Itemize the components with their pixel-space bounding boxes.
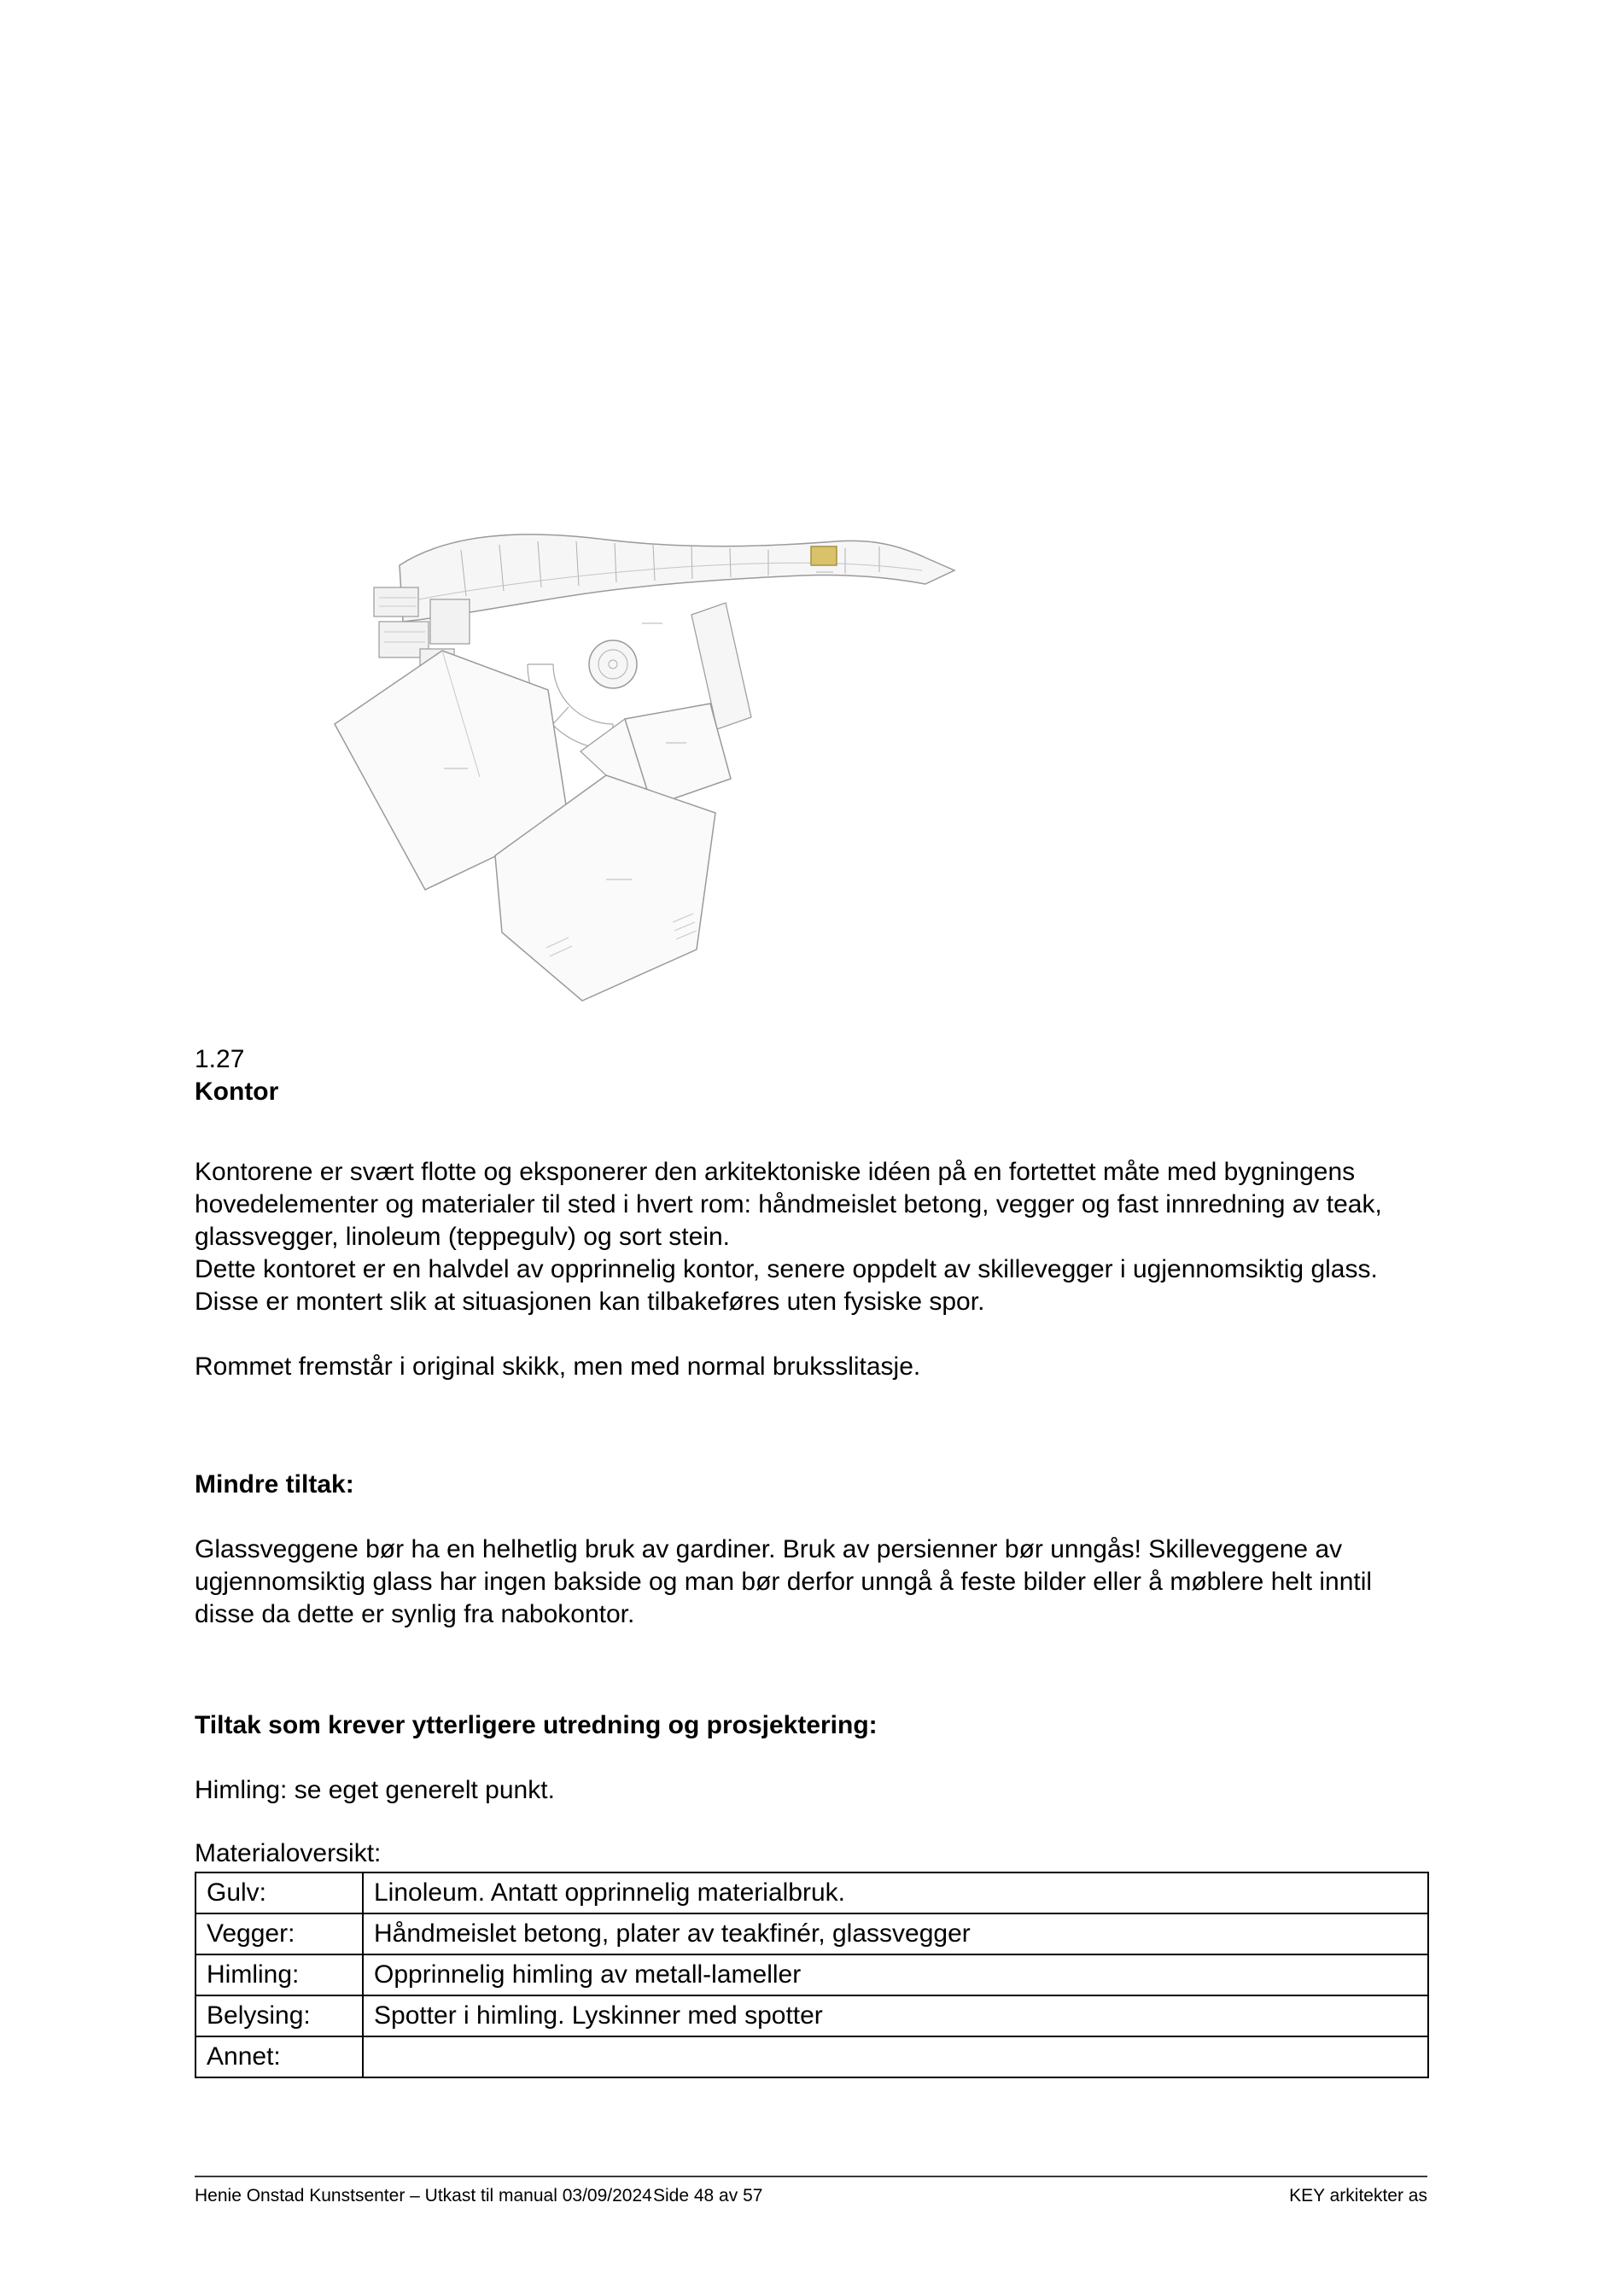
heading-further-measures: Tiltak som krever ytterligere utredning og prosjektering: xyxy=(195,1711,878,1739)
table-row xyxy=(195,1995,1428,2036)
material-label: Gulv: xyxy=(195,1872,363,1913)
page-footer xyxy=(195,2176,1427,2205)
heading-minor-measures: Mindre tiltak: xyxy=(195,1470,354,1499)
material-value: Spotter i himling. Lyskinner med spotter xyxy=(363,1995,1428,2036)
material-value: Håndmeislet betong, plater av teakfinér, glassvegger xyxy=(363,1913,1428,1954)
table-row xyxy=(195,1954,1428,1995)
materials-heading: Materialoversikt: xyxy=(195,1839,382,1867)
footer-page-number: Side 48 av 57 xyxy=(653,2186,763,2205)
material-label: Himling: xyxy=(195,1954,363,1995)
material-value xyxy=(363,2036,1428,2077)
material-label: Annet: xyxy=(195,2036,363,2077)
table-row xyxy=(195,1872,1428,1913)
plan-office-wing xyxy=(400,535,954,622)
paragraph-intro-2: Dette kontoret er en halvdel av opprinnelig kontor, senere oppdelt av skillevegger i ugjennomsiktig glass. Disse er montert slik at situasjonen kan tilbakeføres uten fysiske spor. xyxy=(195,1255,1378,1316)
material-value: Linoleum. Antatt opprinnelig materialbruk. xyxy=(363,1872,1428,1913)
material-label: Belysing: xyxy=(195,1995,363,2036)
materials-table xyxy=(195,1872,1429,2078)
footer-author: KEY arkitekter as xyxy=(1289,2186,1427,2205)
table-row xyxy=(195,1913,1428,1954)
material-label: Vegger: xyxy=(195,1913,363,1954)
content-column xyxy=(195,1043,1429,2078)
plan-rotunda xyxy=(589,640,637,688)
paragraph-intro-1: Kontorene er svært flotte og eksponerer den arkitektoniske idéen på en fortettet måte med bygningens hovedelementer og materialer til sted i hvert rom: håndmeislet betong, vegger og fast innredning av teak, glassvegger, linoleum (teppegulv) og sort stein. xyxy=(195,1158,1382,1251)
plan-highlighted-room xyxy=(811,546,837,565)
section-title: Kontor xyxy=(195,1078,279,1106)
paragraph-condition: Rommet fremstår i original skikk, men med normal bruksslitasje. xyxy=(195,1352,921,1381)
section-number: 1.27 xyxy=(195,1045,245,1073)
table-row xyxy=(195,2036,1428,2077)
footer-document-title: Henie Onstad Kunstsenter – Utkast til manual 03/09/2024 xyxy=(195,2186,652,2205)
floor-plan-figure xyxy=(324,521,999,1016)
paragraph-minor-measures: Glassveggene bør ha en helhetlig bruk av gardiner. Bruk av persienner bør unngås! Skilleveggene av ugjennomsiktig glass har ingen bakside og man bør derfor unngå å feste bilder eller å møblere helt inntil disse da dette er synlig fra nabokontor. xyxy=(195,1535,1373,1628)
paragraph-further-measures: Himling: se eget generelt punkt. xyxy=(195,1776,555,1804)
material-value: Opprinnelig himling av metall-lameller xyxy=(363,1954,1428,1995)
floor-plan-image xyxy=(324,521,999,1016)
